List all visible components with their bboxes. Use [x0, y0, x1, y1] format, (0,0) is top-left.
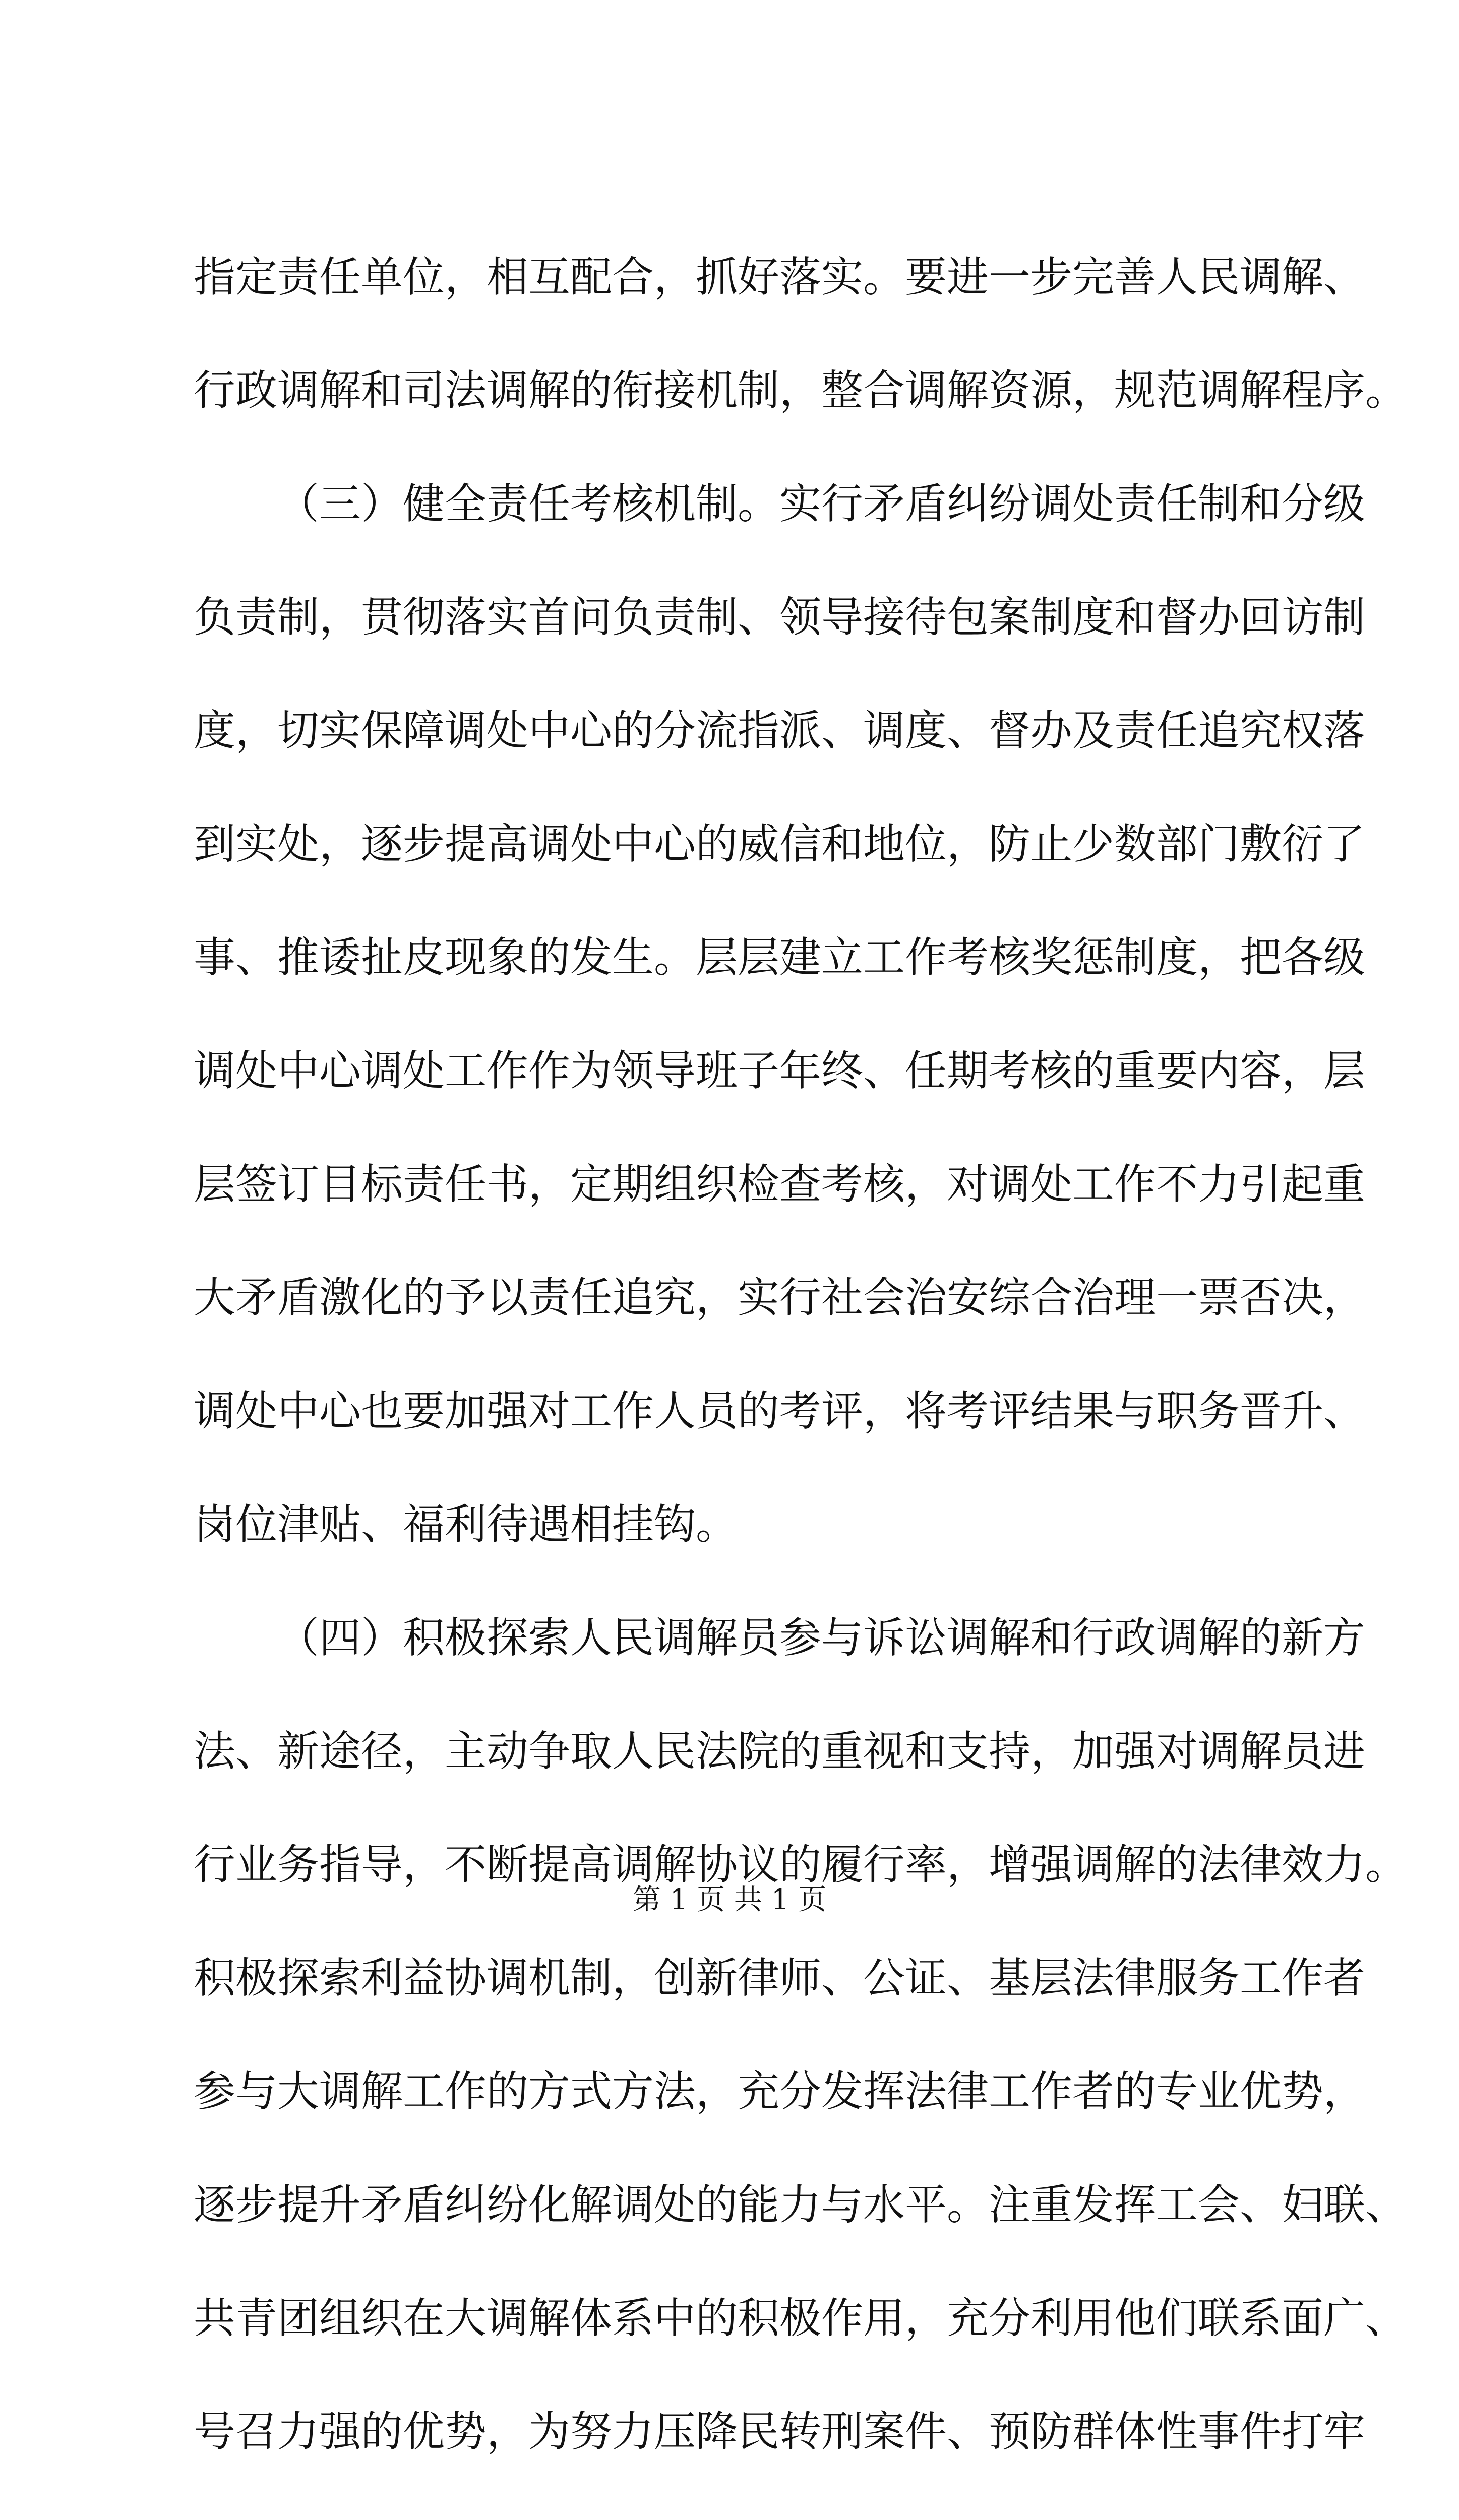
- text-line: 事、推诿扯皮现象的发生。层层建立工作考核奖惩制度，把各级: [194, 933, 1365, 982]
- page-number-footer: 第 1 页 共 1 页: [632, 1883, 827, 1916]
- text-line: 层签订目标责任书，定期组织检查考核，对调处工作不力引起重: [194, 1160, 1365, 1209]
- section-heading-line: （四）积极探索人民调解员参与诉讼调解和行政调解的新方: [277, 1613, 1365, 1662]
- text-line: 调处中心也要加强对工作人员的考评，将考评结果与职务晋升、: [194, 1387, 1365, 1435]
- text-line: 号召力强的优势，为努力压降民转刑案件、预防群体性事件打牢: [194, 2407, 1365, 2456]
- text-line: 积极探索利益协调机制，创新律师、公证、基层法律服务工作者: [194, 1954, 1365, 2002]
- text-line: 指定责任单位，相互配合，抓好落实。要进一步完善人民调解、: [194, 253, 1365, 301]
- text-line: 参与大调解工作的方式方法，充分发挥法律工作者的专业优势，: [194, 2067, 1365, 2116]
- text-line: 共青团组织在大调解体系中的积极作用，充分利用他们联系面广、: [194, 2294, 1407, 2343]
- text-line: 调处中心调处工作作为领导班子年终、任期考核的重要内容，层: [194, 1046, 1365, 1095]
- text-line: 岗位津贴、福利待遇相挂钩。: [194, 1500, 738, 1549]
- section-heading-line: （三）健全责任考核机制。实行矛盾纠纷调处责任制和分级: [277, 479, 1365, 528]
- text-line: 行业务指导，不断提高调解协议的履行率，增强调解的法律效力。: [194, 1840, 1407, 1889]
- text-line: 行政调解和司法调解的衔接机制，整合调解资源，规范调解程序。: [194, 366, 1407, 415]
- text-line: 度，切实保障调处中心的分流指派、调度、督办及责任追究权落: [194, 706, 1365, 755]
- text-line: 大矛盾激化的予以责任追究，实行社会治安综合治理一票否决，: [194, 1273, 1365, 1322]
- text-line: 负责制，贯彻落实首问负责制、领导接待包案制度和督办回访制: [194, 593, 1365, 642]
- text-line: 法、新途径，主动争取人民法院的重视和支持，加强对调解员进: [194, 1727, 1365, 1776]
- text-line: [194, 2505, 1266, 2520]
- text-line: 逐步提升矛盾纠纷化解调处的能力与水平。注重发挥工会、妇联、: [194, 2180, 1407, 2229]
- document-body: [194, 237, 1407, 2520]
- text-line: 到实处，逐步提高调处中心的威信和地位，防止少数部门敷衍了: [194, 820, 1365, 868]
